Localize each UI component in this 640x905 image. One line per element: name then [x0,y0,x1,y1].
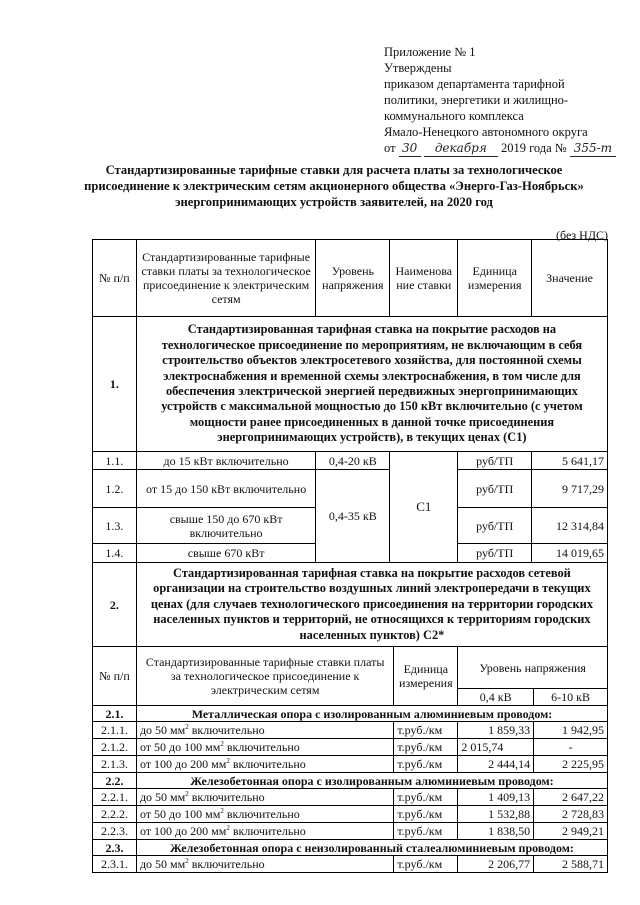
value-cell: 9 717,29 [532,470,608,508]
order-date-line [384,140,616,157]
header-rate-name: Наименова ние ставки [390,240,458,317]
row-num: 2.3.1. [93,856,137,873]
header-rates: Стандартизированные тарифные ставки платы за технологическое присоединение к электрическим сетям [136,647,393,706]
value-6-10: 1 942,95 [534,722,608,739]
row-desc-tail: включительно [188,857,265,871]
value-04: 1 532,88 [458,806,534,823]
value-6-10: - [534,739,608,756]
unit-cell: руб/ТП [458,508,532,544]
header-unit: Единица измерения [458,240,532,317]
appendix-label: Приложение № 1 [384,45,476,59]
header-voltage: Уровень напряжения [316,240,390,317]
row-desc: до 15 кВт включительно [136,452,316,470]
header-voltage-04: 0,4 кВ [458,689,534,706]
value-6-10: 2 647,22 [534,789,608,806]
row-num: 1.3. [93,508,137,544]
row-desc: свыше 150 до 670 кВт включительно [136,508,316,544]
group-number: 2.2. [93,773,137,789]
header-voltage-6-10: 6-10 кВ [534,689,608,706]
unit-cell: т.руб./км [394,856,458,873]
row-num: 2.1.2. [93,739,137,756]
row-desc: свыше 670 кВт [136,544,316,563]
approved-label: Утверждены [384,61,452,75]
group-number: 2.1. [93,706,137,722]
row-desc-tail: включительно [223,807,300,821]
row-desc-text: от 50 до 100 мм [139,740,221,754]
unit-cell: руб/ТП [458,470,532,508]
value-04: 2 015,74 [458,739,534,756]
header-rates: Стандартизированные тарифные ставки платы за технологическое присоединение к электрическим сетям [136,240,316,317]
order-line: политики, энергетики и жилищно- [384,93,569,107]
header-unit: Единица измерения [394,647,458,706]
unit-cell: т.руб./км [394,739,458,756]
value-04: 1 859,33 [458,722,534,739]
date-month: декабря [424,140,498,157]
unit-cell: т.руб./км [394,722,458,739]
row-num: 1.4. [93,544,137,563]
date-day: 30 [399,140,421,157]
date-prefix: от [384,141,396,155]
row-num: 2.2.2. [93,806,137,823]
row-desc [136,856,393,873]
row-num: 2.2.3. [93,823,137,840]
row-desc-text: от 100 до 200 мм [139,824,227,838]
tariff-table-main [92,239,608,647]
rate-code-cell: С1 [390,452,458,563]
row-desc-tail: включительно [229,824,306,838]
unit-cell: руб/ТП [458,544,532,563]
row-desc-text: до 50 мм [139,723,186,737]
row-desc-text: до 50 мм [139,857,186,871]
row-desc-text: от 50 до 100 мм [139,807,221,821]
row-desc: от 15 до 150 кВт включительно [136,470,316,508]
order-number: 355-т [570,140,616,157]
unit-cell: руб/ТП [458,452,532,470]
header-voltage: Уровень напряжения [458,647,608,689]
row-desc [136,806,393,823]
section-number: 1. [93,317,137,452]
value-cell: 14 019,65 [532,544,608,563]
unit-cell: т.руб./км [394,756,458,773]
voltage-cell: 0,4-20 кВ [316,452,390,470]
value-04: 2 444,14 [458,756,534,773]
value-6-10: 2 588,71 [534,856,608,873]
voltage-cell: 0,4-35 кВ [316,470,390,563]
value-6-10: 2 728,83 [534,806,608,823]
superscript: 2 [220,740,224,748]
section-number: 2. [93,563,137,647]
date-year: 2019 года № [500,141,567,155]
approval-header [384,44,616,157]
row-desc-tail: включительно [229,757,306,771]
row-desc [136,756,393,773]
tariff-table-lines [92,646,608,873]
value-6-10: 2 225,95 [534,756,608,773]
value-04: 2 206,77 [458,856,534,873]
order-line: Ямало-Ненецкого автономного округа [384,125,588,139]
row-desc [136,789,393,806]
value-cell: 5 641,17 [532,452,608,470]
row-desc [136,722,393,739]
group-number: 2.3. [93,840,137,856]
header-num: № п/п [93,647,137,706]
row-num: 2.1.1. [93,722,137,739]
row-desc [136,823,393,840]
superscript: 2 [185,790,189,798]
value-cell: 12 314,84 [532,508,608,544]
row-num: 2.1.3. [93,756,137,773]
row-num: 2.2.1. [93,789,137,806]
unit-cell: т.руб./км [394,823,458,840]
group-title: Металлическая опора с изолированным алюминиевым проводом: [136,706,607,722]
superscript: 2 [226,757,230,765]
row-desc [136,739,393,756]
row-desc-tail: включительно [188,723,265,737]
vat-note: (без НДС) [556,228,609,242]
document-title: Стандартизированные тарифные ставки для расчета платы за технологическое присоединение к электрическим сетям акционерного общества «Энерго-Газ-Ноябрьск» энергопринимающих устройств заявителей, на 2020 год [84,163,584,209]
section-heading: Стандартизированная тарифная ставка на покрытие расходов сетевой организации на строительство воздушных линий электропередачи в текущих ценах (для случаев технологического присоединения на территории городских населенных пунктов и территорий, не относящихся к территориям городских населенных пунктов) С2* [136,563,607,647]
superscript: 2 [226,824,230,832]
superscript: 2 [220,807,224,815]
unit-cell: т.руб./км [394,806,458,823]
header-num: № п/п [93,240,137,317]
row-num: 1.1. [93,452,137,470]
row-num: 1.2. [93,470,137,508]
row-desc-text: от 100 до 200 мм [139,757,227,771]
value-04: 1 409,13 [458,789,534,806]
row-desc-tail: включительно [188,790,265,804]
row-desc-tail: включительно [223,740,300,754]
group-title: Железобетонная опора с изолированным алюминиевым проводом: [136,773,607,789]
value-04: 1 838,50 [458,823,534,840]
value-6-10: 2 949,21 [534,823,608,840]
row-desc-text: до 50 мм [139,790,186,804]
unit-cell: т.руб./км [394,789,458,806]
superscript: 2 [185,857,189,865]
section-heading: Стандартизированная тарифная ставка на покрытие расходов на технологическое присоединение по мероприятиям, не включающим в себя строительство объектов электросетевого хозяйства, для постоянной схемы электроснабжения и временной схемы электроснабжения, в том числе для обеспечения электрической энергией передвижных энергопринимающих устройств с максимальной мощностью до 150 кВт включительно (с учетом мощности ранее присоединенных в данной точке присоединения энергопринимающих устройств), в текущих ценах (С1) [136,317,607,452]
header-value: Значение [532,240,608,317]
order-line: коммунального комплекса [384,109,524,123]
superscript: 2 [185,723,189,731]
group-title: Железобетонная опора с неизолированный сталеалюминиевым проводом: [136,840,607,856]
order-line: приказом департамента тарифной [384,77,565,91]
